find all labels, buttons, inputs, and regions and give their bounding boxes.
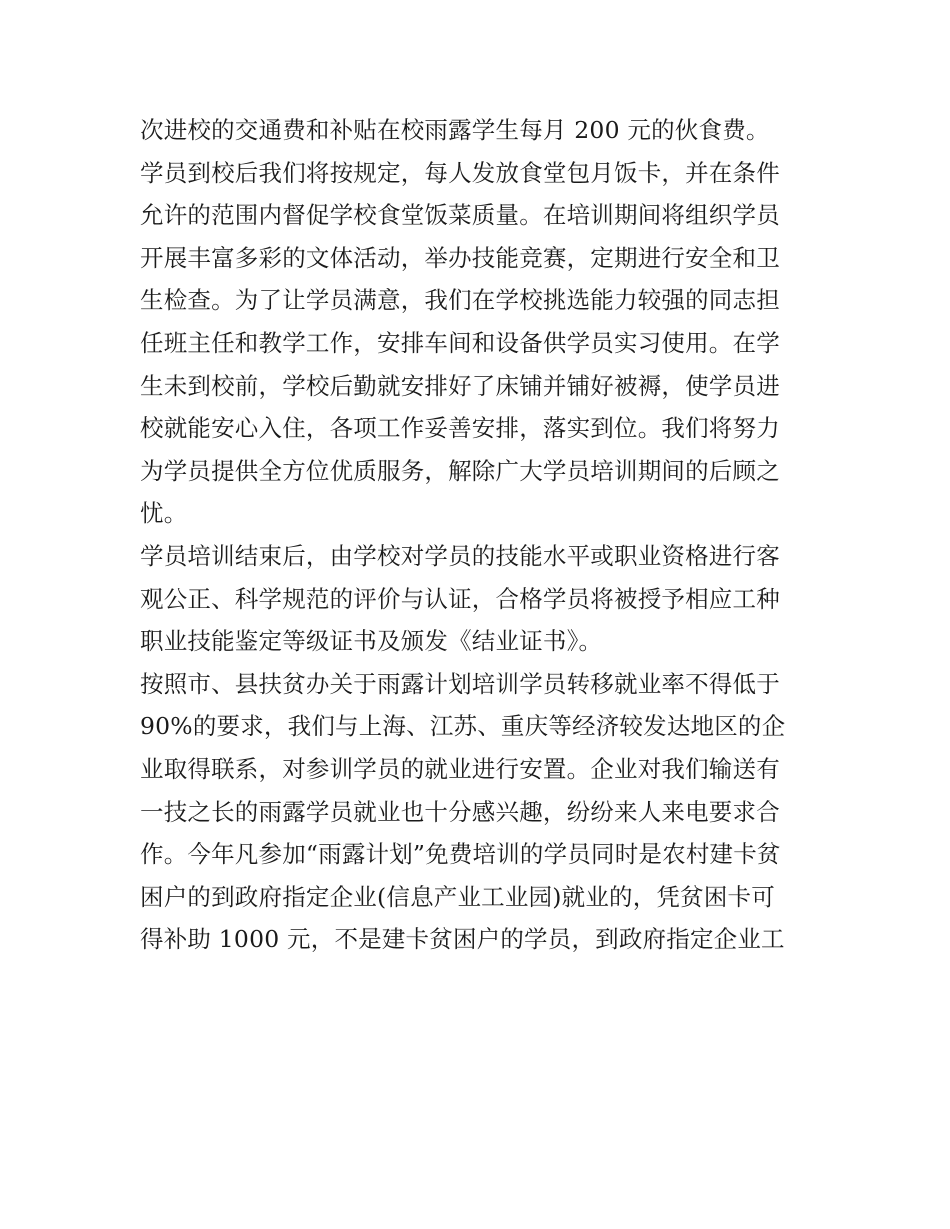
text-line: 按照市、县扶贫办关于雨露计划培训学员转移就业率不得低于 <box>140 669 780 698</box>
text-line: 学员到校后我们将按规定，每人发放食堂包月饭卡，并在条件 <box>140 158 780 187</box>
text-line: 生检查。为了让学员满意，我们在学校挑选能力较强的同志担 <box>140 286 780 315</box>
text-line: 得补助 1000 元，不是建卡贫困户的学员，到政府指定企业工 <box>140 925 785 954</box>
text-line: 开展丰富多彩的文体活动，举办技能竞赛，定期进行安全和卫 <box>140 243 780 272</box>
text-line: 次进校的交通费和补贴在校雨露学生每月 200 元的伙食费。 <box>140 116 770 144</box>
text-line: 忧。 <box>140 499 188 528</box>
text-line: 校就能安心入住，各项工作妥善安排，落实到位。我们将努力 <box>140 414 780 443</box>
document-body <box>140 109 812 961</box>
text-line: 作。今年凡参加“雨露计划”免费培训的学员同时是农村建卡贫 <box>140 840 781 869</box>
text-line: 职业技能鉴定等级证书及颁发《结业证书》。 <box>140 627 603 656</box>
text-line: 允许的范围内督促学校食堂饭菜质量。在培训期间将组织学员 <box>140 201 780 230</box>
text-line: 90%的要求，我们与上海、江苏、重庆等经济较发达地区的企 <box>140 712 786 741</box>
text-line: 学员培训结束后，由学校对学员的技能水平或职业资格进行客 <box>140 541 780 570</box>
text-line: 为学员提供全方位优质服务，解除广大学员培训期间的后顾之 <box>140 456 780 485</box>
text-line: 一技之长的雨露学员就业也十分感兴趣，纷纷来人来电要求合 <box>140 797 780 826</box>
text-line: 任班主任和教学工作，安排车间和设备供学员实习使用。在学 <box>140 328 780 357</box>
text-line: 观公正、科学规范的评价与认证，合格学员将被授予相应工种 <box>140 584 780 613</box>
text-line: 业取得联系，对参训学员的就业进行安置。企业对我们输送有 <box>140 754 780 783</box>
text-line: 生未到校前，学校后勤就安排好了床铺并铺好被褥，使学员进 <box>140 371 780 400</box>
text-line: 困户的到政府指定企业(信息产业工业园)就业的，凭贫困卡可 <box>140 882 775 911</box>
